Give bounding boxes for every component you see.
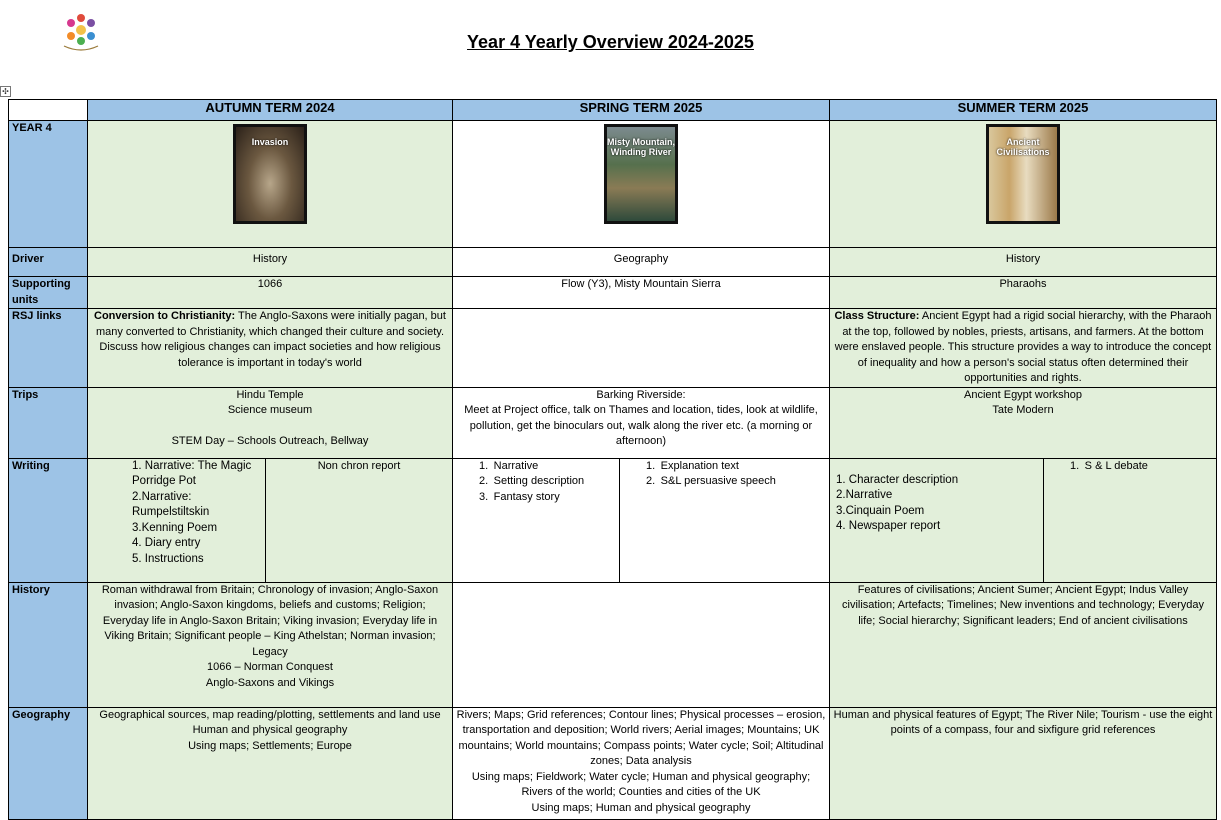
- supporting-row: [9, 277, 1217, 309]
- driver-summer: History: [830, 248, 1217, 277]
- rsj-spring: [453, 309, 830, 388]
- page-title: Year 4 Yearly Overview 2024-2025: [467, 32, 754, 52]
- writing-summer-list: 1. Character description 2.Narrative 3.Cinquain Poem 4. Newspaper report: [830, 459, 1044, 582]
- trips-label: Trips: [9, 387, 88, 458]
- driver-label: Driver: [9, 248, 88, 277]
- driver-autumn: History: [88, 248, 453, 277]
- supporting-autumn: 1066: [88, 277, 453, 309]
- driver-row: [9, 248, 1217, 277]
- writing-autumn: [88, 458, 453, 582]
- driver-spring: Geography: [453, 248, 830, 277]
- history-autumn: Roman withdrawal from Britain; Chronology of invasion; Anglo-Saxon invasion; Anglo-Saxon kingdoms, beliefs and customs; Religion; Everyday life in Anglo-Saxon Britain; Viking invasion; Everyday life in Viking Britain; Significant people – King Athelstan; Norman invasion; Legacy 1066 – Norman Conquest Anglo-Saxons and Vikings: [88, 582, 453, 707]
- writing-label: Writing: [9, 458, 88, 582]
- writing-autumn-list: 1. Narrative: The Magic Porridge Pot 2.Narrative: Rumpelstiltskin 3.Kenning Poem 4. Diary entry 5. Instructions: [88, 459, 266, 582]
- geography-label: Geography: [9, 707, 88, 819]
- rsj-label: RSJ links: [9, 309, 88, 388]
- trips-row: [9, 387, 1217, 458]
- term-spring: SPRING TERM 2025: [453, 100, 830, 121]
- spring-cover-cell: [453, 121, 830, 248]
- trips-summer: Ancient Egypt workshop Tate Modern: [830, 387, 1217, 458]
- geography-autumn: Geographical sources, map reading/plotting, settlements and land use Human and physical geography Using maps; Settlements; Europe: [88, 707, 453, 819]
- rsj-autumn: Conversion to Christianity: The Anglo-Saxons were initially pagan, but many converted to Christianity, which changed their culture and society. Discuss how religious changes can impact societies and how religious tolerance is important in today's world: [88, 309, 453, 388]
- overview-table: [8, 99, 1217, 820]
- year-row: [9, 121, 1217, 248]
- writing-summer: [830, 458, 1217, 582]
- writing-autumn-right: Non chron report: [317, 459, 401, 472]
- rsj-row: [9, 309, 1217, 388]
- year-label: YEAR 4: [9, 121, 88, 248]
- writing-spring: [453, 458, 830, 582]
- writing-spring-right: 1. Explanation text 2. S&L persuasive speech: [646, 459, 776, 487]
- geography-summer: Human and physical features of Egypt; The River Nile; Tourism - use the eight points of a compass, four and sixfigure grid references: [830, 707, 1217, 819]
- table-move-handle-icon[interactable]: ✣: [0, 86, 11, 97]
- term-header-row: [9, 100, 1217, 121]
- misty-mountain-cover-image: Misty Mountain, Winding River: [604, 124, 678, 224]
- history-label: History: [9, 582, 88, 707]
- writing-spring-list: 1. Narrative 2. Setting description 3. Fantasy story: [453, 459, 620, 582]
- supporting-summer: Pharaohs: [830, 277, 1217, 309]
- writing-summer-right: 1. S & L debate: [1070, 459, 1148, 472]
- term-autumn: AUTUMN TERM 2024: [88, 100, 453, 121]
- supporting-label: Supporting units: [9, 277, 88, 309]
- geography-row: [9, 707, 1217, 819]
- term-summer: SUMMER TERM 2025: [830, 100, 1217, 121]
- trips-autumn: Hindu Temple Science museum STEM Day – Schools Outreach, Bellway: [88, 387, 453, 458]
- supporting-spring: Flow (Y3), Misty Mountain Sierra: [453, 277, 830, 309]
- history-spring: [453, 582, 830, 707]
- invasion-cover-image: Invasion: [233, 124, 307, 224]
- ancient-civilisations-cover-image: Ancient Civilisations: [986, 124, 1060, 224]
- corner-cell: [9, 100, 88, 121]
- trips-spring: Barking Riverside: Meet at Project office, talk on Thames and location, tides, look at wildlife, pollution, get the binoculars out, walk along the river etc. (a morning or afternoon): [453, 387, 830, 458]
- rsj-summer: Class Structure: Ancient Egypt had a rigid social hierarchy, with the Pharaoh at the top, followed by nobles, priests, artisans, and farmers. At the bottom were enslaved people. This structure provides a way to introduce the concept of inequality and how a person's social status often determined their opportunities and rights.: [830, 309, 1217, 388]
- history-row: [9, 582, 1217, 707]
- writing-row: [9, 458, 1217, 582]
- history-summer: Features of civilisations; Ancient Sumer; Ancient Egypt; Indus Valley civilisation; Artefacts; Timelines; New inventions and technology; Everyday life; Social hierarchy; Significant leaders; End of ancient civilisations: [830, 582, 1217, 707]
- autumn-cover-cell: [88, 121, 453, 248]
- geography-spring: Rivers; Maps; Grid references; Contour lines; Physical processes – erosion, transportation and deposition; World rivers; Aerial images; Mountains; UK mountains; World mountains; Compass points; Water cycle; Soil; Altitudinal zones; Data analysis Using maps; Fieldwork; Water cycle; Human and physical geography; Rivers of the world; Counties and cities of the UK Using maps; Human and physical geography: [453, 707, 830, 819]
- summer-cover-cell: [830, 121, 1217, 248]
